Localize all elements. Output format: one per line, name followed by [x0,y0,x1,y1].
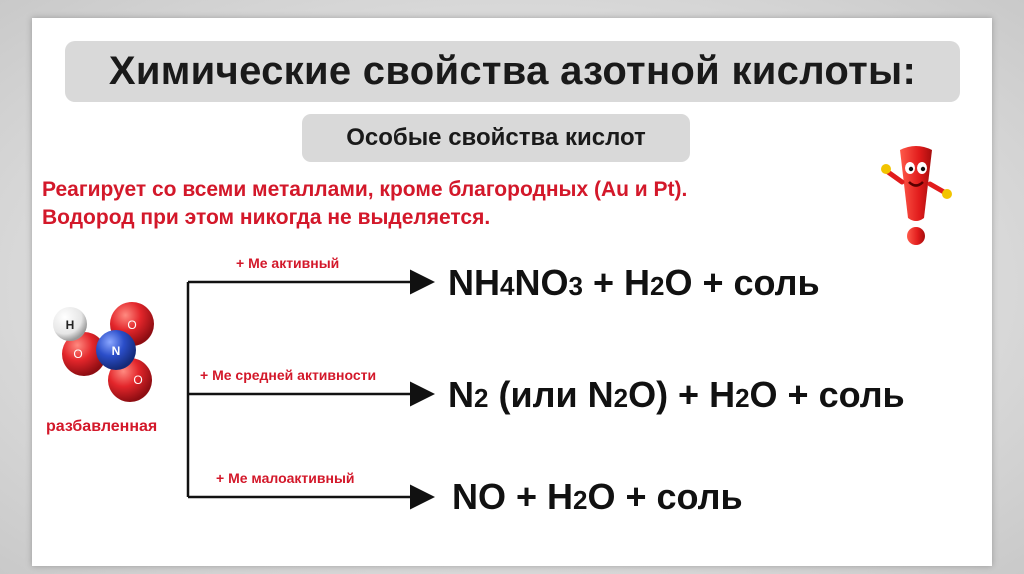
note-text [42,176,872,232]
product-low: NO + H2O + соль [452,476,743,517]
condition-medium: + Me средней активности [200,367,377,383]
atom-h [53,307,87,341]
svg-text:O: O [73,347,83,361]
product-medium: N2 (или N2O) + H2O + соль [448,374,905,415]
subtitle-banner [302,114,690,162]
note-line-2: Водород при этом никогда не выделяется. [42,206,491,229]
svg-text:O: O [127,318,137,332]
title-banner [65,41,960,102]
svg-text:H: H [65,318,75,332]
svg-text:N: N [111,344,121,358]
exclamation-mascot-icon [872,142,960,252]
condition-active: + Me активный [236,255,340,271]
dilute-label: разбавленная [46,418,158,435]
page-title: Химические свойства азотной кислоты: [108,49,917,93]
page-subtitle: Особые свойства кислот [346,124,646,151]
condition-low: + Me малоактивный [216,470,355,486]
product-active: NH4NO3 + H2O + соль [448,262,820,303]
nitric-acid-molecule [48,300,168,410]
atom-n [96,330,136,370]
note-line-1: Реагирует со всеми металлами, кроме благородных (Au и Pt). [42,178,688,201]
svg-text:O: O [133,373,143,387]
